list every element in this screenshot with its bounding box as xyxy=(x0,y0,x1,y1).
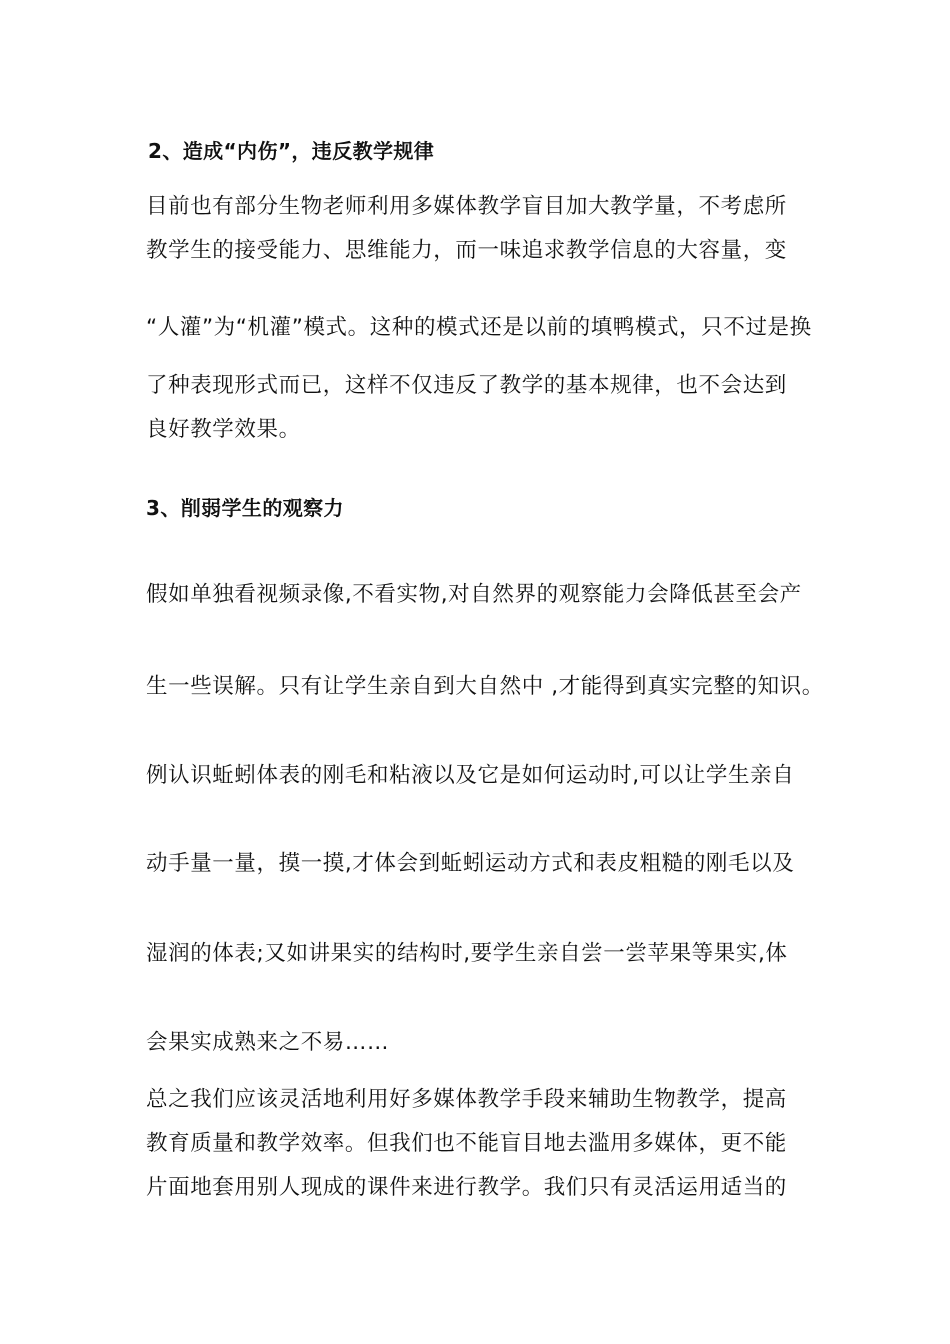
paragraph-line: 总之我们应该灵活地利用好多媒体教学手段来辅助生物教学，提高 xyxy=(146,1087,787,1112)
paragraph-line: 假如单独看视频录像,不看实物,对自然界的观察能力会降低甚至会产 xyxy=(146,582,802,607)
paragraph-line: 生一些误解。只有让学生亲自到大自然中 ,才能得到真实完整的知识。 xyxy=(146,674,824,699)
paragraph-line: 例认识蚯蚓体表的刚毛和粘液以及它是如何运动时,可以让学生亲自 xyxy=(146,763,795,788)
paragraph-line: 动手量一量，摸一摸,才体会到蚯蚓运动方式和表皮粗糙的刚毛以及 xyxy=(146,851,795,876)
section-heading-2: 2、造成“内伤”，违反教学规律 xyxy=(148,139,435,163)
paragraph-line: 教学生的接受能力、思维能力，而一味追求教学信息的大容量，变 xyxy=(146,238,787,263)
paragraph-line: 教育质量和教学效率。但我们也不能盲目地去滥用多媒体，更不能 xyxy=(146,1131,787,1156)
paragraph-line: 目前也有部分生物老师利用多媒体教学盲目加大教学量，不考虑所 xyxy=(146,194,787,219)
paragraph-line: 了种表现形式而已，这样不仅违反了教学的基本规律，也不会达到 xyxy=(146,373,787,398)
paragraph-line: 湿润的体表;又如讲果实的结构时,要学生亲自尝一尝苹果等果实,体 xyxy=(146,941,788,966)
paragraph-line: “人灌”为“机灌”模式。这种的模式还是以前的填鸭模式，只不过是换 xyxy=(146,315,812,340)
paragraph-line: 良好教学效果。 xyxy=(146,417,301,442)
section-heading-3: 3、削弱学生的观察力 xyxy=(146,496,344,520)
paragraph-line: 会果实成熟来之不易…… xyxy=(146,1030,390,1055)
paragraph-line: 片面地套用别人现成的课件来进行教学。我们只有灵活运用适当的 xyxy=(146,1175,787,1200)
